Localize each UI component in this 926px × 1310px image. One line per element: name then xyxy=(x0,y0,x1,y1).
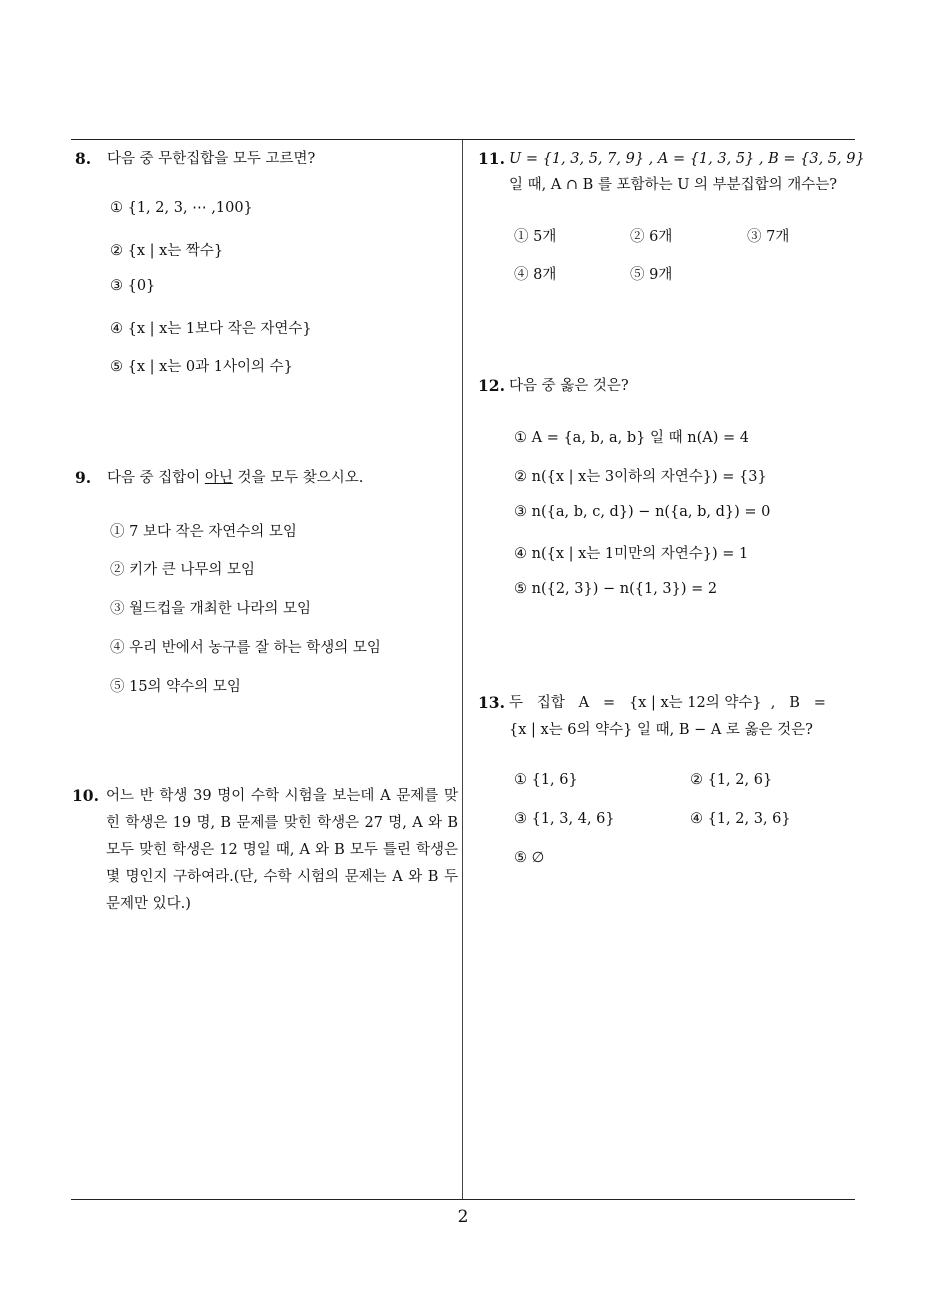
option: ② {1, 2, 6} xyxy=(690,772,773,788)
question-10 xyxy=(72,783,460,923)
option: ③ 7개 xyxy=(747,229,790,245)
option: ③ 월드컵을 개최한 나라의 모임 xyxy=(110,601,312,617)
question-9 xyxy=(75,465,455,491)
option: ① {1, 2, 3, ⋯ ,100} xyxy=(110,200,253,216)
page-number: 2 xyxy=(457,1207,469,1227)
option: ② 키가 큰 나무의 모임 xyxy=(110,562,255,578)
option: ① A = {a, b, a, b} 일 때 n(A) = 4 xyxy=(514,430,749,446)
option: ④ {1, 2, 3, 6} xyxy=(690,811,791,827)
option: ④ {x | x는 1보다 작은 자연수} xyxy=(110,321,312,337)
option: ① {1, 6} xyxy=(514,772,578,788)
question-number: 8. xyxy=(75,149,92,168)
question-8 xyxy=(75,146,455,386)
question-text-line2: 일 때, A ∩ B 를 포함하는 U 의 부분집합의 개수는? xyxy=(509,177,838,193)
option: ⑤ {x | x는 0과 1사이의 수} xyxy=(110,359,293,375)
option: ④ 8개 xyxy=(514,267,557,283)
question-number: 9. xyxy=(75,468,92,487)
option: ⑤ 9개 xyxy=(630,267,673,283)
question-text-line1: U = {1, 3, 5, 7, 9} , A = {1, 3, 5} , B = {3, 5, 9} xyxy=(509,151,865,167)
option: ⑤ ∅ xyxy=(514,850,545,866)
question-11 xyxy=(478,146,865,202)
option: ⑤ n({2, 3}) − n({1, 3}) = 2 xyxy=(514,581,718,597)
option: ③ {1, 3, 4, 6} xyxy=(514,811,615,827)
underlined-word: 아닌 xyxy=(204,470,233,486)
question-text-line1: 두 집합 A = {x | x는 12의 약수} , B = xyxy=(509,695,826,711)
option: ② n({x | x는 3이하의 자연수}) = {3} xyxy=(514,469,767,485)
question-number: 11. xyxy=(478,149,505,168)
option: ③ {0} xyxy=(110,278,156,294)
question-text: 다음 중 옳은 것은? xyxy=(509,378,629,394)
option: ② 6개 xyxy=(630,229,673,245)
option: ② {x | x는 짝수} xyxy=(110,243,224,259)
option: ① 7 보다 작은 자연수의 모임 xyxy=(110,524,297,540)
question-12 xyxy=(478,373,858,399)
bottom-rule xyxy=(71,1199,855,1200)
question-text: 다음 중 무한집합을 모두 고르면? xyxy=(107,151,316,167)
question-number: 13. xyxy=(478,693,505,712)
top-rule xyxy=(71,139,855,140)
question-13 xyxy=(478,690,858,746)
option: ④ 우리 반에서 농구를 잘 하는 학생의 모임 xyxy=(110,640,381,656)
question-text: 어느 반 학생 39 명이 수학 시험을 보는데 A 문제를 맞힌 학생은 19 명, B 문제를 맞힌 학생은 27 명, A 와 B 모두 맞힌 학생은 12 명일 때, A 와 B 모두 틀린 학생은 몇 명인지 구하여라.(단, 수학 시험의 문제는 A 와 B 두 문제만 있다.) xyxy=(106,788,458,912)
question-number: 12. xyxy=(478,376,505,395)
question-number: 10. xyxy=(72,786,99,805)
question-text-line2: {x | x는 6의 약수} 일 때, B − A 로 옳은 것은? xyxy=(509,722,813,738)
option: ③ n({a, b, c, d}) − n({a, b, d}) = 0 xyxy=(514,504,771,520)
question-text-part: 다음 중 집합이 xyxy=(107,470,205,486)
option: ⑤ 15의 약수의 모임 xyxy=(110,679,241,695)
question-text xyxy=(107,465,363,491)
question-text-part: 것을 모두 찾으시오. xyxy=(232,470,364,486)
option: ① 5개 xyxy=(514,229,557,245)
option: ④ n({x | x는 1미만의 자연수}) = 1 xyxy=(514,546,749,562)
column-divider xyxy=(462,140,463,1200)
